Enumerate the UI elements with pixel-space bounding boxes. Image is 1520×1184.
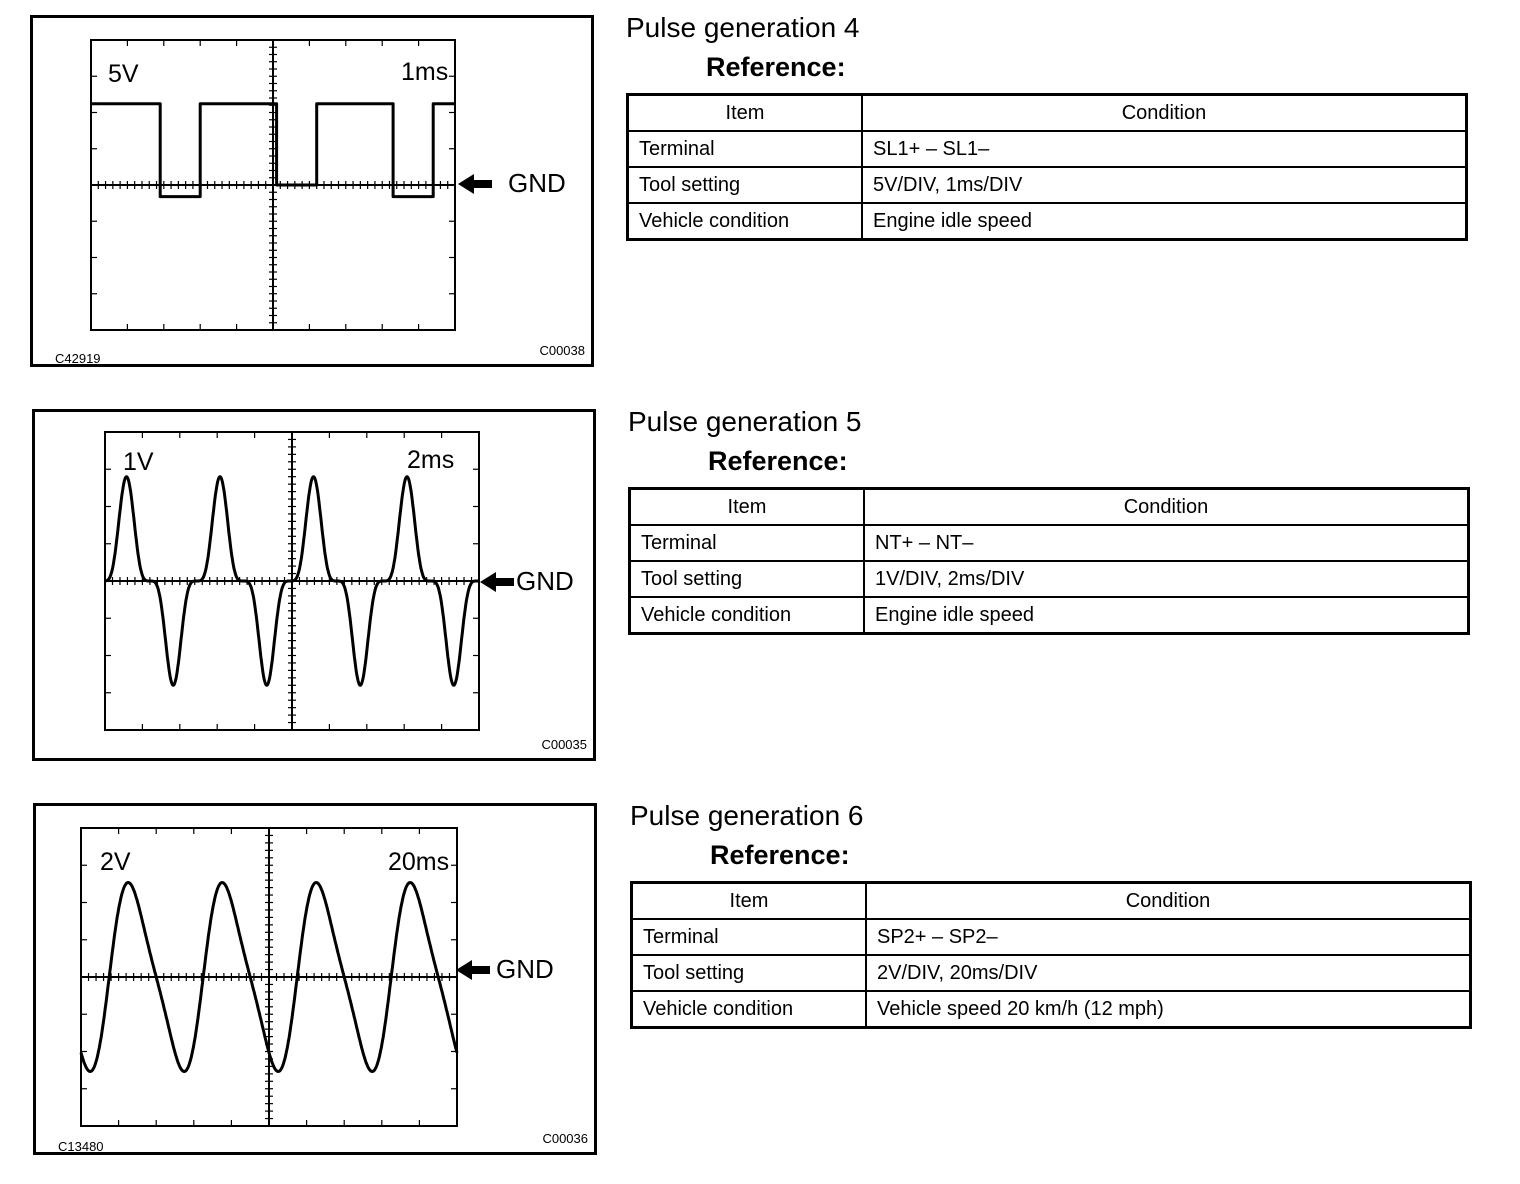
pulse-generation-6-section [0, 788, 1520, 1168]
gnd-arrow-icon [480, 570, 516, 594]
gnd-label: GND [516, 566, 574, 596]
table-cell-item: Vehicle condition [628, 203, 863, 240]
table-cell-condition: 1V/DIV, 2ms/DIV [864, 561, 1469, 597]
column-header-item: Item [630, 489, 865, 526]
volt-per-div-label: 2V [100, 848, 131, 876]
figure-code-right: C00036 [542, 1131, 588, 1146]
column-header-condition: Condition [864, 489, 1469, 526]
table-row [630, 561, 1469, 597]
table-cell-item: Vehicle condition [630, 597, 865, 634]
table-row [628, 131, 1467, 167]
table-cell-condition: NT+ – NT– [864, 525, 1469, 561]
table-cell-condition: Engine idle speed [864, 597, 1469, 634]
table-header-row [632, 883, 1471, 920]
table-row [630, 525, 1469, 561]
reference-heading: Reference: [710, 840, 850, 870]
reference-table [628, 487, 1470, 635]
gnd-arrow-icon [456, 958, 492, 982]
volt-per-div-label: 1V [123, 448, 154, 476]
column-header-item: Item [632, 883, 867, 920]
gnd-label: GND [508, 168, 566, 198]
table-row [630, 597, 1469, 634]
reference-heading: Reference: [708, 446, 848, 476]
table-cell-item: Terminal [630, 525, 865, 561]
table-cell-item: Tool setting [632, 955, 867, 991]
gnd-label: GND [496, 954, 554, 984]
table-header-row [628, 95, 1467, 132]
table-cell-condition: Vehicle speed 20 km/h (12 mph) [866, 991, 1471, 1028]
pulse-generation-5-section [0, 394, 1520, 774]
reference-heading: Reference: [706, 52, 846, 82]
table-cell-item: Vehicle condition [632, 991, 867, 1028]
column-header-condition: Condition [866, 883, 1471, 920]
table-cell-condition: SP2+ – SP2– [866, 919, 1471, 955]
section-title: Pulse generation 4 [626, 12, 860, 43]
figure-code-left: C13480 [58, 1139, 104, 1154]
table-cell-condition: Engine idle speed [862, 203, 1467, 240]
table-cell-condition: SL1+ – SL1– [862, 131, 1467, 167]
table-row [632, 955, 1471, 991]
table-cell-item: Terminal [628, 131, 863, 167]
time-per-div-label: 2ms [407, 446, 455, 474]
table-cell-condition: 5V/DIV, 1ms/DIV [862, 167, 1467, 203]
gnd-arrow-icon [458, 172, 494, 196]
figure-code-right: C00038 [539, 343, 585, 358]
table-cell-condition: 2V/DIV, 20ms/DIV [866, 955, 1471, 991]
section-title: Pulse generation 5 [628, 406, 862, 437]
table-row [632, 919, 1471, 955]
time-per-div-label: 1ms [401, 58, 449, 86]
reference-table [626, 93, 1468, 241]
column-header-item: Item [628, 95, 863, 132]
pulse-generation-4-section [0, 0, 1520, 380]
table-cell-item: Tool setting [630, 561, 865, 597]
table-cell-item: Terminal [632, 919, 867, 955]
table-header-row [630, 489, 1469, 526]
table-row [632, 991, 1471, 1028]
section-title: Pulse generation 6 [630, 800, 864, 831]
table-row [628, 167, 1467, 203]
volt-per-div-label: 5V [108, 60, 139, 88]
column-header-condition: Condition [862, 95, 1467, 132]
figure-code-left: C42919 [55, 351, 101, 366]
table-cell-item: Tool setting [628, 167, 863, 203]
reference-table [630, 881, 1472, 1029]
table-row [628, 203, 1467, 240]
time-per-div-label: 20ms [388, 848, 450, 876]
figure-code-right: C00035 [541, 737, 587, 752]
